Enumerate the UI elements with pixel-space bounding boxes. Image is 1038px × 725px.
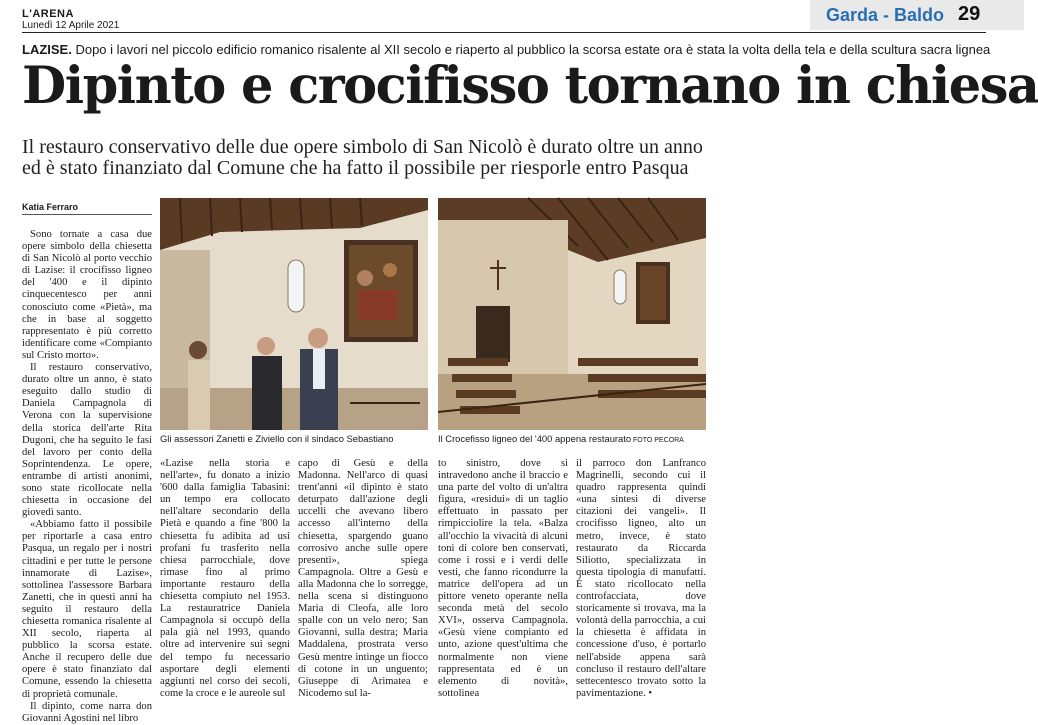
kicker-place: LAZISE. [22, 42, 72, 57]
photo1-caption: Gli assessori Zanetti e Ziviello con il sindaco Sebastiano [160, 433, 394, 444]
photo-officials-in-church [160, 198, 428, 430]
body-paragraph: Il restauro conservativo, durato oltre un anno, è stato eseguito dallo studio di Daniela Campagnola di Verona con la supervisione della storica dell'arte Rita Dugoni, che ha seguito le fasi del lavoro per conto della Soprintendenza. Le opere, entrambe di artisti anonimi, sono state ricollocate nella chiesetta in occasione del giovedì santo. [22, 362, 152, 519]
body-paragraph: Il dipinto, come narra don Giovanni Agostini nel libro [22, 700, 152, 724]
body-paragraph: «Abbiamo fatto il possibile per riportarle a casa entro Pasqua, un regalo per i nostri cittadini e per tutte le persone innamorate di Lazise», sottolinea l'assessore Barbara Zanetti, che in questi anni ha seguito il restauro della chiesetta romanica risalente al XII secolo, riaperta al pubblico la scorsa estate. Anche il recupero delle due opere è stato finanziato dal Comune, essendo la chiesetta di proprietà comunale. [22, 519, 152, 700]
newspaper-name: L'ARENA [22, 8, 74, 20]
body-column-3: capo di Gesù e della Madonna. Nell'arco di quasi trent'anni «il dipinto è stato deturpato dall'azione degli uccelli che avevano libero accesso all'interno della chiesetta, spargendo guano corrosivo anche sulle opere presenti», spiega Campagnola. Oltre a Gesù e alla Madonna che lo sorregge, nella scena si distinguono Maria di Cleofa, alle loro spalle con un velo nero; San Giovanni, sulla destra; Maria Maddalena, prostrata verso Gesù mentre intinge un fiocco di cotone in un unguento; Giuseppe di Arimatea e Nicodemo sul la- [298, 458, 428, 699]
photo2-caption-text: Il Crocefisso ligneo del '400 appena restaurato [438, 433, 632, 444]
body-column-4: to sinistro, dove si intravedono anche il braccio e una parte del volto di un'altra figura, «residui» di un taglio effettuato in passato per rimpicciolire la tela. «Balza all'occhio la vivacità di alcuni toni di colore ben conservati, come i rossi e i verdi delle vesti, che fanno ricondurre la matrice dell'opera ad un pittore veneto operante nella seconda metà del secolo XVI», osserva Campagnola. «Gesù viene compianto ed unto, azione quest'ultima che normalmente non viene rappresentata ed è un elemento di novità», sottolinea [438, 458, 568, 699]
article-headline: Dipinto e crocifisso tornano in chiesa [22, 56, 1038, 116]
body-column-2: «Lazise nella storia e nell'arte», fu donato a inizio '600 dalla famiglia Tabasini: un tempo era collocato nell'altare secondario della Pietà e quando a fine '800 la chiesetta fu adibita ad usi profani fu trasferito nella chiesa parrocchiale, dove rimase fino al primo importante restauro della chiesetta compiuto nel 1953. La restauratrice Daniela Campagnola si occupò della pala già nel 1993, quando oltre ad intervenire sui segni del tempo fu necessario asportare degli elementi aggiunti nel corso dei secoli, come la croce e le aureole sul [160, 458, 290, 699]
kicker-text: Dopo i lavori nel piccolo edificio romanico risalente al XII secolo e riaperto al pubblico la scorsa estate ora è stata la volta della tela e della scultura sacra lignea [71, 42, 991, 57]
photo-crucifix-interior [438, 198, 706, 430]
byline-rule [22, 214, 152, 215]
article-byline: Katia Ferraro [22, 202, 79, 212]
subhead-line-1: Il restauro conservativo delle due opere simbolo di San Nicolò è durato oltre un anno [22, 136, 703, 158]
issue-date: Lunedì 12 Aprile 2021 [22, 20, 120, 31]
section-name: Garda - Baldo [826, 5, 945, 25]
newspaper-masthead [22, 8, 119, 31]
article-subheadline [22, 137, 742, 179]
article-kicker [22, 42, 1002, 57]
photo2-caption [438, 433, 684, 444]
header-rule [22, 32, 986, 33]
photo-credit: FOTO PECORA [631, 437, 684, 444]
page-number: 29 [958, 3, 981, 25]
body-column-5: il parroco don Lanfranco Magrinelli, secondo cui il quadro rappresenta quindi «una sintesi di diverse citazioni dei vangeli». Il crocifisso ligneo, alto un metro, invece, è stato restaurato da Riccarda Siliotto, specializzata in questa tipologia di manufatti. È stato ricollocato nella controfacciata, dove storicamente si trovava, ma la volontà della parrocchia, a cui la chiesetta è affidata in concessione d'uso, è portarlo nell'abside appena sarà concluso il restauro dell'altare settecentesco trovato sotto la pavimentazione. • [576, 458, 706, 699]
body-column-1 [22, 229, 152, 725]
subhead-line-2: ed è stato finanziato dal Comune che ha fatto il possibile per riesporle entro Pasqua [22, 157, 689, 179]
body-paragraph: Sono tornate a casa due opere simbolo della chiesetta di San Nicolò al porto vecchio di Lazise: il crocifisso ligneo del '400 e il dipinto cinquecentesco per anni conosciuto come «Pietà», ma che in base al soggetto rappresentato è più corretto identificare come «Compianto sul Cristo morto». [22, 229, 152, 361]
